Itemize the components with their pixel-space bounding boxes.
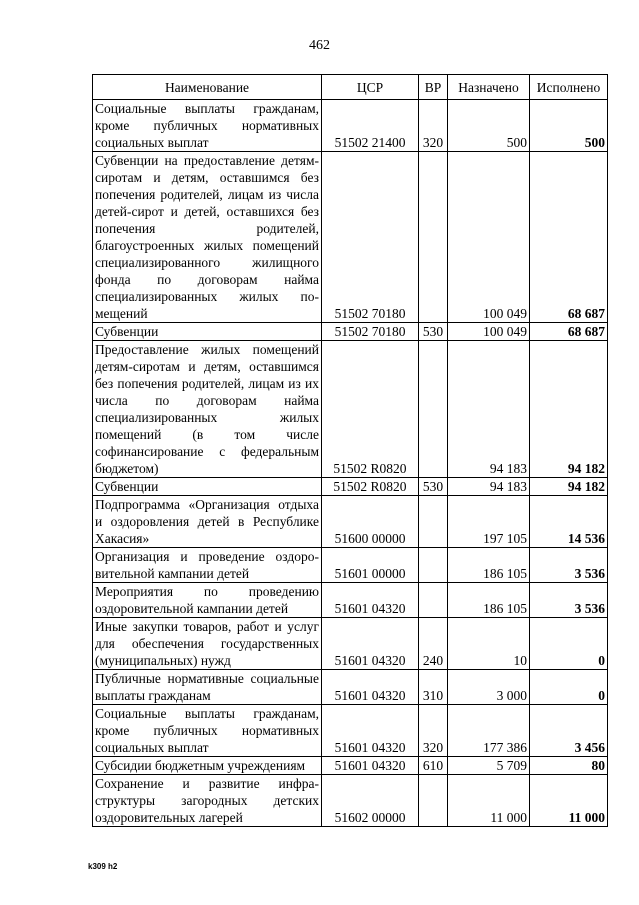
row-vr: [419, 548, 448, 583]
row-executed: 3 456: [530, 705, 608, 757]
row-name: Субвенции: [93, 478, 322, 496]
column-header-name: Наименование: [93, 75, 322, 100]
row-name: Публичные нормативные социальные выплаты гражданам: [93, 670, 322, 705]
table-row: [93, 757, 608, 775]
column-header-vr: ВР: [419, 75, 448, 100]
table-row: [93, 478, 608, 496]
row-executed: 80: [530, 757, 608, 775]
row-vr: [419, 341, 448, 478]
row-name: Сохранение и развитие инфраструктуры загородных детских оздоровительных лагерей: [93, 775, 322, 827]
row-name: Социальные выплаты гражданам, кроме публичных нормативных социальных выплат: [93, 100, 322, 152]
budget-table: [92, 74, 608, 827]
row-executed: 0: [530, 670, 608, 705]
row-csr: 51601 04320: [322, 705, 419, 757]
table-row: [93, 100, 608, 152]
row-csr: 51502 70180: [322, 152, 419, 323]
table-row: [93, 705, 608, 757]
column-header-csr: ЦСР: [322, 75, 419, 100]
row-name: Иные закупки товаров, работ и услуг для обеспечения государственных (муниципальных) нужд: [93, 618, 322, 670]
row-name: Субвенции на предоставление детям-сиротам и детям, оставшимся без попечения родителей, лицам из числа детей-сирот и детей, оставшихся без попечения родителей, благоустроенных жилых помещений специализированного жилищного фонда по договорам найма специализированных жилых помещений: [93, 152, 322, 323]
row-vr: [419, 775, 448, 827]
row-vr: 240: [419, 618, 448, 670]
table-row: [93, 152, 608, 323]
row-name: Субсидии бюджетным учреждениям: [93, 757, 322, 775]
row-csr: 51601 00000: [322, 548, 419, 583]
row-vr: 530: [419, 323, 448, 341]
row-assigned: 100 049: [448, 152, 530, 323]
row-executed: 11 000: [530, 775, 608, 827]
table-row: [93, 583, 608, 618]
row-csr: 51502 70180: [322, 323, 419, 341]
row-assigned: 10: [448, 618, 530, 670]
row-name: Субвенции: [93, 323, 322, 341]
row-vr: 320: [419, 705, 448, 757]
row-executed: 68 687: [530, 323, 608, 341]
table-row: [93, 323, 608, 341]
row-assigned: 5 709: [448, 757, 530, 775]
table-row: [93, 548, 608, 583]
row-vr: 610: [419, 757, 448, 775]
table-row: [93, 496, 608, 548]
row-executed: 3 536: [530, 583, 608, 618]
table-row: [93, 670, 608, 705]
row-assigned: 197 105: [448, 496, 530, 548]
row-assigned: 177 386: [448, 705, 530, 757]
row-csr: 51601 04320: [322, 670, 419, 705]
row-csr: 51600 00000: [322, 496, 419, 548]
row-vr: [419, 152, 448, 323]
row-assigned: 3 000: [448, 670, 530, 705]
row-name: Мероприятия по проведению оздоровительной кампании детей: [93, 583, 322, 618]
row-assigned: 94 183: [448, 478, 530, 496]
row-csr: 51601 04320: [322, 757, 419, 775]
row-assigned: 186 105: [448, 583, 530, 618]
row-csr: 51601 04320: [322, 618, 419, 670]
row-executed: 94 182: [530, 341, 608, 478]
row-assigned: 186 105: [448, 548, 530, 583]
row-name: Организация и проведение оздоровительной кампании детей: [93, 548, 322, 583]
row-name: Предоставление жилых помещений детям-сиротам и детям, оставшимся без попечения родителей, лицам из их числа по договорам найма специализированных жилых помещений (в том числе софинансирование с федеральным бюджетом): [93, 341, 322, 478]
row-csr: 51502 21400: [322, 100, 419, 152]
row-name: Подпрограмма «Организация отдыха и оздоровления детей в Республике Хакасия»: [93, 496, 322, 548]
table-header-row: [93, 75, 608, 100]
row-csr: 51502 R0820: [322, 341, 419, 478]
row-executed: 0: [530, 618, 608, 670]
row-vr: [419, 496, 448, 548]
page-number: 462: [309, 38, 330, 53]
column-header-assigned: Назначено: [448, 75, 530, 100]
footer-document-code: k309 h2: [88, 862, 118, 871]
row-executed: 94 182: [530, 478, 608, 496]
row-executed: 68 687: [530, 152, 608, 323]
column-header-executed: Исполнено: [530, 75, 608, 100]
row-vr: [419, 583, 448, 618]
table-row: [93, 618, 608, 670]
table-row: [93, 341, 608, 478]
row-csr: 51601 04320: [322, 583, 419, 618]
table-row: [93, 775, 608, 827]
row-name: Социальные выплаты гражданам, кроме публичных нормативных социальных выплат: [93, 705, 322, 757]
row-vr: 320: [419, 100, 448, 152]
row-executed: 500: [530, 100, 608, 152]
row-csr: 51602 00000: [322, 775, 419, 827]
row-executed: 14 536: [530, 496, 608, 548]
row-vr: 530: [419, 478, 448, 496]
row-vr: 310: [419, 670, 448, 705]
row-assigned: 500: [448, 100, 530, 152]
row-assigned: 11 000: [448, 775, 530, 827]
row-executed: 3 536: [530, 548, 608, 583]
row-assigned: 94 183: [448, 341, 530, 478]
row-csr: 51502 R0820: [322, 478, 419, 496]
row-assigned: 100 049: [448, 323, 530, 341]
